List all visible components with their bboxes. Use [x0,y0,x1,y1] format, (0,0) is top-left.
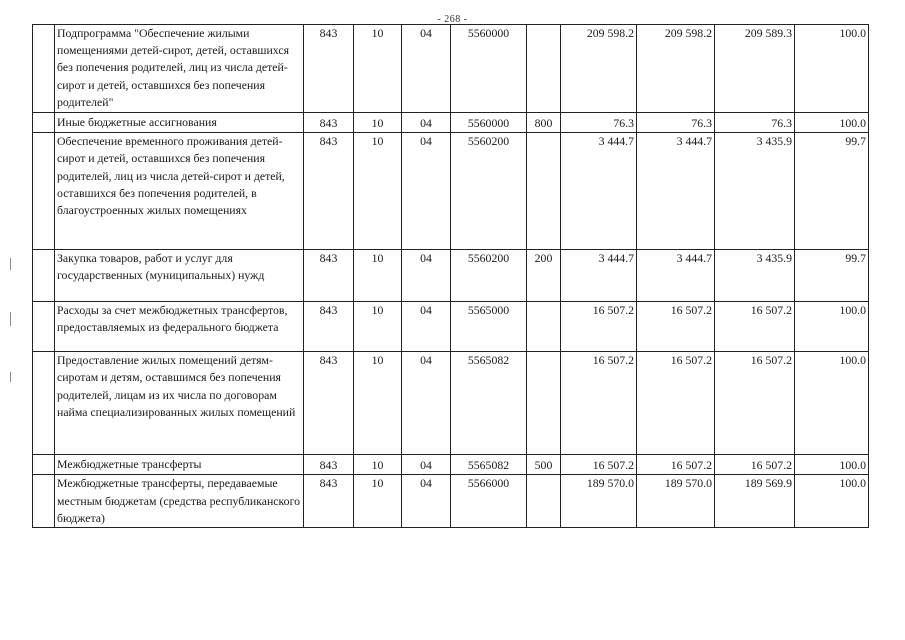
expense-type-code: 200 [527,250,561,302]
table-row [33,302,869,352]
subsection-code: 04 [402,25,451,113]
refined-amount: 76.3 [637,113,715,133]
target-code: 5560000 [451,25,527,113]
expense-type-code [527,352,561,455]
ministry-code: 843 [304,352,354,455]
executed-amount: 209 589.3 [715,25,795,113]
margin-scan-mark [10,312,11,326]
target-code: 5565082 [451,352,527,455]
row-name: Предоставление жилых помещений детям-сиротам и детям, оставшимся без попечения родителей, лицам из их числа по договорам найма специализированных жилых помещений [55,352,304,455]
subsection-code: 04 [402,250,451,302]
refined-amount: 16 507.2 [637,302,715,352]
executed-amount: 16 507.2 [715,302,795,352]
refined-amount: 16 507.2 [637,352,715,455]
approved-amount: 3 444.7 [561,250,637,302]
executed-amount: 3 435.9 [715,250,795,302]
subsection-code: 04 [402,302,451,352]
expense-type-code [527,25,561,113]
row-name: Обеспечение временного проживания детей-сирот и детей, оставшихся без попечения родителей, лиц из числа детей-сирот и детей, оставшихся без попечения родителей, в благоустроенных жилых помещениях [55,133,304,250]
execution-percent: 99.7 [795,133,869,250]
section-code: 10 [354,475,402,528]
subsection-code: 04 [402,133,451,250]
budget-table [32,24,869,528]
approved-amount: 16 507.2 [561,455,637,475]
row-name: Межбюджетные трансферты [55,455,304,475]
expense-type-code [527,133,561,250]
row-margin-cell [33,25,55,113]
section-code: 10 [354,25,402,113]
target-code: 5565082 [451,455,527,475]
row-margin-cell [33,352,55,455]
row-margin-cell [33,113,55,133]
subsection-code: 04 [402,352,451,455]
row-margin-cell [33,455,55,475]
section-code: 10 [354,302,402,352]
section-code: 10 [354,250,402,302]
executed-amount: 189 569.9 [715,475,795,528]
ministry-code: 843 [304,113,354,133]
approved-amount: 76.3 [561,113,637,133]
expense-type-code: 800 [527,113,561,133]
section-code: 10 [354,133,402,250]
table-row [33,250,869,302]
ministry-code: 843 [304,250,354,302]
executed-amount: 76.3 [715,113,795,133]
execution-percent: 100.0 [795,352,869,455]
ministry-code: 843 [304,302,354,352]
ministry-code: 843 [304,25,354,113]
approved-amount: 3 444.7 [561,133,637,250]
section-code: 10 [354,352,402,455]
target-code: 5560000 [451,113,527,133]
execution-percent: 100.0 [795,25,869,113]
expense-type-code [527,475,561,528]
row-name: Расходы за счет межбюджетных трансфертов, предоставляемых из федерального бюджета [55,302,304,352]
ministry-code: 843 [304,455,354,475]
subsection-code: 04 [402,455,451,475]
refined-amount: 16 507.2 [637,455,715,475]
row-margin-cell [33,133,55,250]
approved-amount: 16 507.2 [561,352,637,455]
target-code: 5560200 [451,133,527,250]
row-margin-cell [33,250,55,302]
budget-sheet [32,24,868,528]
refined-amount: 209 598.2 [637,25,715,113]
subsection-code: 04 [402,475,451,528]
margin-scan-mark [10,258,11,270]
refined-amount: 3 444.7 [637,133,715,250]
row-name: Межбюджетные трансферты, передаваемые местным бюджетам (средства республиканского бюджета) [55,475,304,528]
refined-amount: 189 570.0 [637,475,715,528]
refined-amount: 3 444.7 [637,250,715,302]
executed-amount: 16 507.2 [715,352,795,455]
table-row [33,133,869,250]
row-margin-cell [33,302,55,352]
expense-type-code [527,302,561,352]
executed-amount: 3 435.9 [715,133,795,250]
target-code: 5565000 [451,302,527,352]
approved-amount: 16 507.2 [561,302,637,352]
execution-percent: 99.7 [795,250,869,302]
row-name: Подпрограмма "Обеспечение жилыми помещениями детей-сирот, детей, оставшихся без попечения родителей, лиц из числа детей-сирот и детей, оставшихся без попечения родителей" [55,25,304,113]
table-row [33,113,869,133]
ministry-code: 843 [304,133,354,250]
executed-amount: 16 507.2 [715,455,795,475]
section-code: 10 [354,455,402,475]
execution-percent: 100.0 [795,113,869,133]
approved-amount: 189 570.0 [561,475,637,528]
table-row [33,25,869,113]
ministry-code: 843 [304,475,354,528]
table-row [33,475,869,528]
approved-amount: 209 598.2 [561,25,637,113]
target-code: 5566000 [451,475,527,528]
target-code: 5560200 [451,250,527,302]
margin-scan-mark [10,372,11,382]
execution-percent: 100.0 [795,302,869,352]
expense-type-code: 500 [527,455,561,475]
table-row [33,352,869,455]
row-name: Закупка товаров, работ и услуг для государственных (муниципальных) нужд [55,250,304,302]
section-code: 10 [354,113,402,133]
row-margin-cell [33,475,55,528]
subsection-code: 04 [402,113,451,133]
row-name: Иные бюджетные ассигнования [55,113,304,133]
table-row [33,455,869,475]
execution-percent: 100.0 [795,475,869,528]
execution-percent: 100.0 [795,455,869,475]
page-number: - 268 - [437,14,468,25]
